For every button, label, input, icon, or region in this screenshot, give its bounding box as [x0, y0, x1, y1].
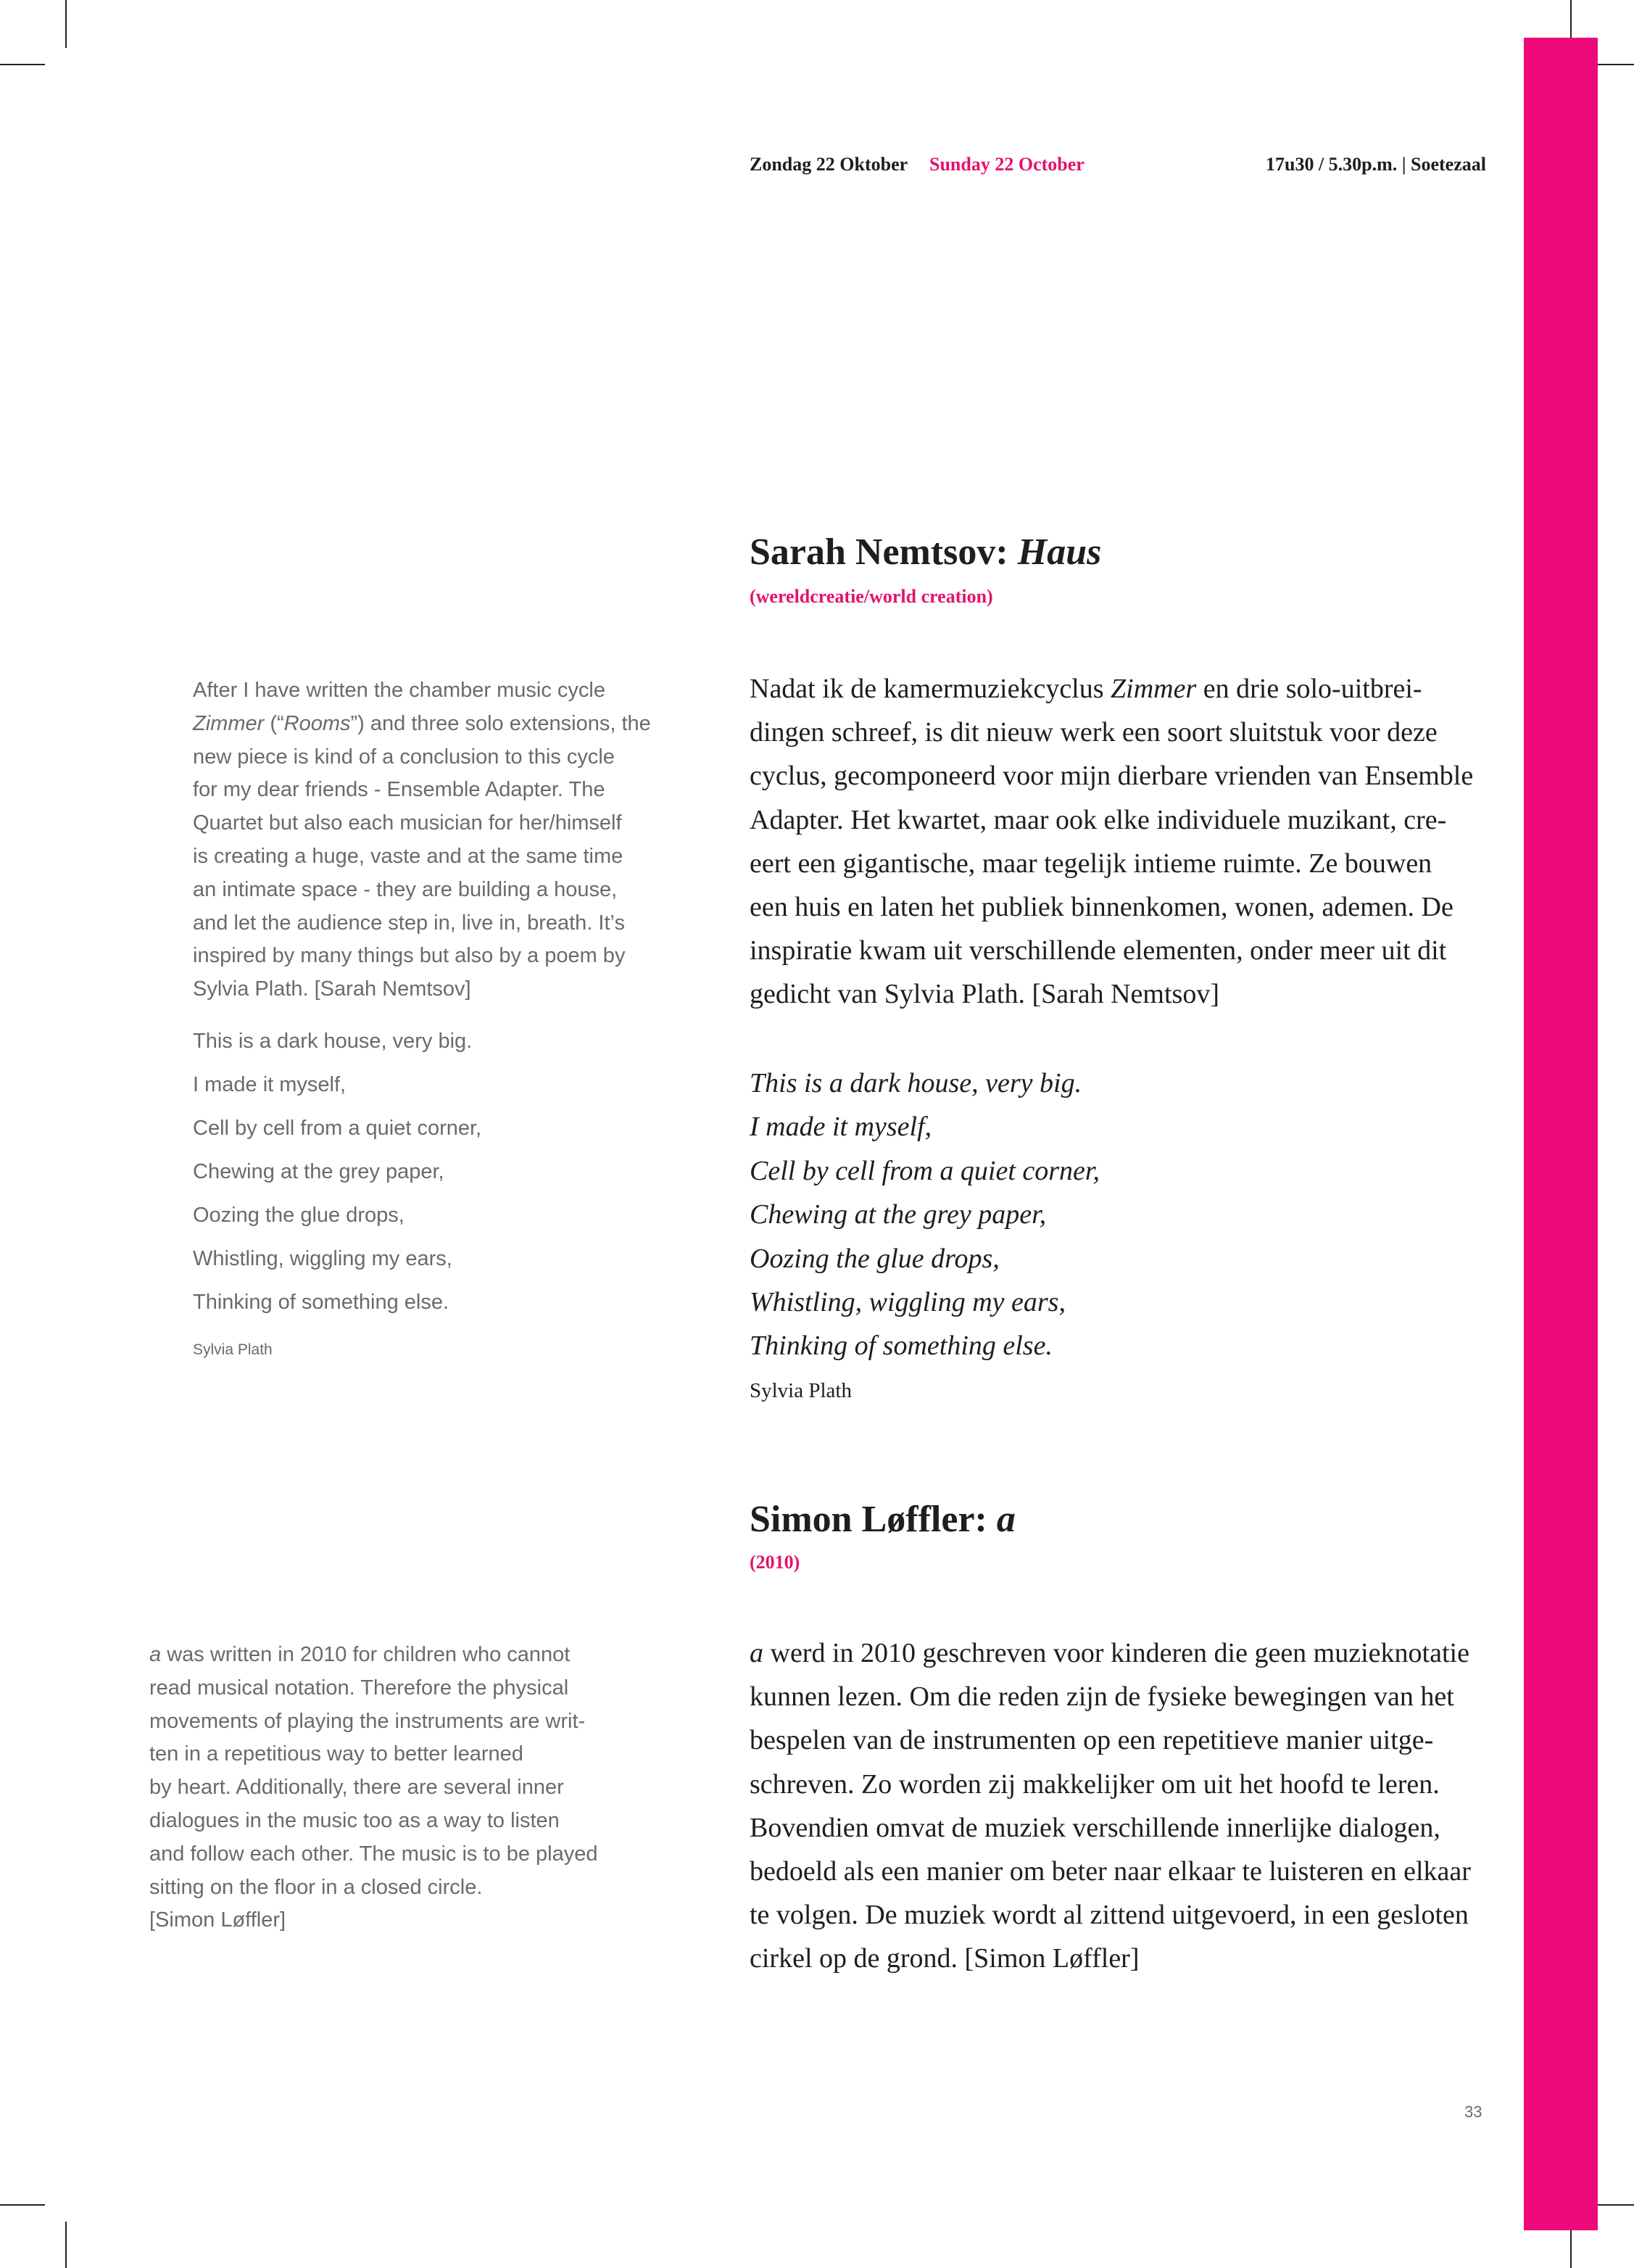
crop-mark-top-left-vertical [65, 0, 67, 48]
text-line: and let the audience step in, live in, breath. It’s [193, 911, 625, 935]
poem-credit-dutch: Sylvia Plath [750, 1379, 852, 1402]
poem-line: Cell by cell from a quiet corner, [193, 1117, 482, 1140]
english-poem [193, 1025, 481, 1330]
poem-line: Whistling, wiggling my ears, [193, 1247, 452, 1270]
crop-mark-bottom-left-vertical [65, 2222, 67, 2268]
text-line: te volgen. De muziek wordt al zittend uitgevoerd, in een gesloten [750, 1900, 1469, 1931]
poem-credit-english: Sylvia Plath [193, 1341, 273, 1358]
text-line: ten in a repetitious way to better learned [149, 1742, 523, 1766]
poem-line: Thinking of something else. [750, 1330, 1053, 1362]
poem-line: Chewing at the grey paper, [193, 1160, 444, 1183]
poem-line: Chewing at the grey paper, [750, 1199, 1047, 1230]
dutch-description [750, 667, 1473, 1017]
text-line: inspiratie kwam uit verschillende elementen, onder meer uit dit [750, 935, 1447, 967]
poem-line: I made it myself, [750, 1112, 932, 1143]
text-line: a werd in 2010 geschreven voor kinderen die geen muzieknotatie [750, 1638, 1469, 1668]
text-line: [Simon Løffler] [149, 1908, 286, 1932]
text-line: read musical notation. Therefore the physical [149, 1676, 569, 1700]
poem-line: This is a dark house, very big. [750, 1068, 1082, 1098]
crop-mark-bottom-right-horizontal [1592, 2204, 1634, 2206]
poem-line: This is a dark house, very big. [193, 1030, 473, 1053]
text-line: After I have written the chamber music cycle [193, 679, 605, 702]
dutch-poem [750, 1061, 1100, 1368]
header-date-dutch: Zondag 22 Oktober [750, 154, 908, 175]
poem-line: I made it myself, [193, 1073, 347, 1096]
poem-line: Oozing the glue drops, [750, 1243, 1000, 1274]
piece-title [750, 1498, 1489, 1541]
text-line: dialogues in the music too as a way to listen [149, 1808, 560, 1832]
piece-subtitle: (2010) [750, 1552, 800, 1573]
text-line: sitting on the floor in a closed circle. [149, 1875, 483, 1899]
english-description [193, 674, 651, 1006]
text-line: is creating a huge, vaste and at the same time [193, 844, 623, 868]
work-title: a [996, 1499, 1016, 1540]
text-line: cyclus, gecomponeerd voor mijn dierbare vrienden van Ensemble [750, 761, 1474, 792]
text-line: Adapter. Het kwartet, maar ook elke individuele muzikant, cre- [750, 804, 1447, 835]
text-line: Nadat ik de kamermuziekcyclus Zimmer en drie solo-uitbrei- [750, 674, 1422, 704]
header-time-venue: 17u30 / 5.30p.m. | Soetezaal [1266, 154, 1486, 175]
piece-subtitle: (wereldcreatie/world creation) [750, 586, 993, 607]
text-line: by heart. Additionally, there are several inner [149, 1776, 564, 1800]
text-line: new piece is kind of a conclusion to this cycle [193, 745, 615, 769]
text-line: bedoeld als een manier om beter naar elkaar te luisteren en elkaar [750, 1856, 1471, 1887]
text-line: a was written in 2010 for children who cannot [149, 1643, 571, 1666]
poem-line: Oozing the glue drops, [193, 1204, 405, 1227]
text-line: Sylvia Plath. [Sarah Nemtsov] [193, 977, 471, 1001]
accent-side-bar [1524, 38, 1598, 2230]
text-line: Bovendien omvat de muziek verschillende innerlijke dialogen, [750, 1812, 1440, 1843]
text-line: inspired by many things but also by a poem by [193, 944, 626, 968]
piece-title [750, 531, 1489, 574]
crop-mark-top-left-horizontal [0, 64, 45, 65]
english-description [149, 1639, 598, 1937]
crop-mark-top-right-horizontal [1592, 64, 1634, 65]
text-line: eert een gigantische, maar tegelijk intieme ruimte. Ze bouwen [750, 848, 1432, 879]
text-line: for my dear friends - Ensemble Adapter. The [193, 778, 605, 802]
poem-line: Whistling, wiggling my ears, [750, 1287, 1066, 1318]
crop-mark-bottom-left-horizontal [0, 2204, 45, 2206]
text-line: bespelen van de instrumenten op een repetitieve manier uitge- [750, 1725, 1434, 1756]
poem-line: Thinking of something else. [193, 1291, 449, 1314]
text-line: kunnen lezen. Om die reden zijn de fysieke bewegingen van het [750, 1681, 1454, 1713]
page-number: 33 [1464, 2103, 1482, 2121]
text-line: Quartet but also each musician for her/himself [193, 811, 622, 835]
text-line: gedicht van Sylvia Plath. [Sarah Nemtsov] [750, 979, 1219, 1010]
text-line: Zimmer (“Rooms”) and three solo extensions, the [193, 711, 651, 735]
work-title: Haus [1017, 531, 1102, 573]
composer-name: Sarah Nemtsov: [750, 531, 1018, 573]
composer-name: Simon Løffler: [750, 1499, 997, 1540]
text-line: dingen schreef, is dit nieuw werk een soort sluitstuk voor deze [750, 717, 1438, 748]
poem-line: Cell by cell from a quiet corner, [750, 1155, 1100, 1186]
text-line: and follow each other. The music is to be played [149, 1842, 598, 1866]
header-date-english: Sunday 22 October [929, 154, 1085, 175]
text-line: een huis en laten het publiek binnenkomen, wonen, ademen. De [750, 892, 1453, 923]
text-line: schreven. Zo worden zij makkelijker om uit het hoofd te leren. [750, 1768, 1440, 1800]
text-line: movements of playing the instruments are writ- [149, 1709, 586, 1733]
text-line: cirkel op de grond. [Simon Løffler] [750, 1943, 1140, 1974]
page-header [750, 154, 1486, 183]
text-line: an intimate space - they are building a house, [193, 877, 618, 901]
dutch-description [750, 1631, 1471, 1981]
